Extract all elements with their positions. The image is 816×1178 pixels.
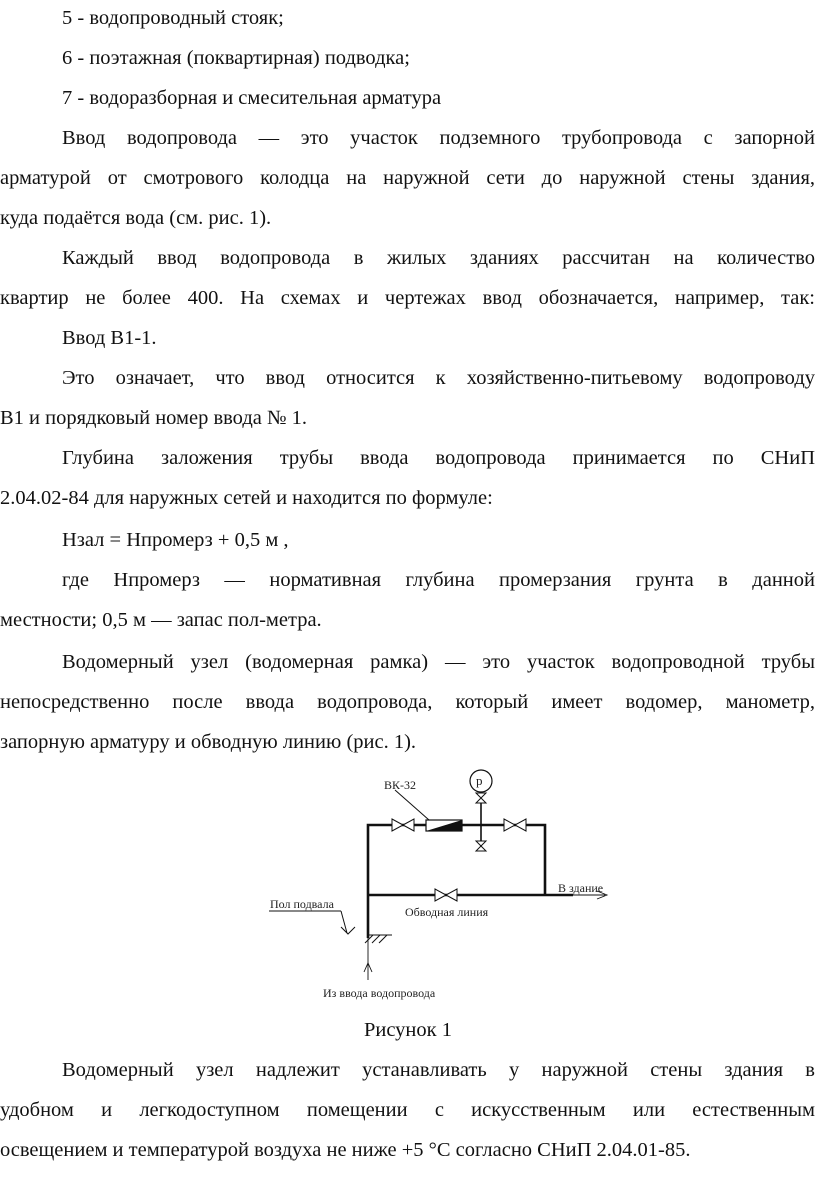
list-item-7: 7 - водоразборная и смесительная арматура [62, 87, 442, 109]
paragraph-line: Это означает, что ввод относится к хозяйственно-питьевому водопроводу [62, 367, 815, 389]
paragraph-line: квартир не более 400. На схемах и чертежах ввод обозначается, например, так: [0, 287, 815, 309]
paragraph-line: Водомерный узел (водомерная рамка) — это участок водопроводной трубы [62, 651, 815, 673]
paragraph-line: освещением и температурой воздуха не ниже +5 °С согласно СНиП 2.04.01-85. [0, 1139, 691, 1161]
paragraph-line: удобном и легкодоступном помещении с искусственным или естественным [0, 1099, 815, 1121]
paragraph-line: Ввод водопровода — это участок подземного трубопровода с запорной [62, 127, 815, 149]
paragraph-line: куда подаётся вода (см. рис. 1). [0, 207, 272, 229]
paragraph-line: В1 и порядковый номер ввода № 1. [0, 407, 308, 429]
meter-label: ВК-32 [384, 778, 417, 792]
valve-icon [476, 841, 486, 851]
gauge-label: p [476, 773, 483, 788]
valve-icon [392, 819, 414, 831]
paragraph-line: где Нпромерз — нормативная глубина промерзания грунта в данной [62, 569, 815, 591]
paragraph-line: запорную арматуру и обводную линию (рис. 1). [0, 731, 417, 753]
arrow-up-icon [364, 938, 372, 980]
upper-pipe [368, 825, 545, 895]
valve-icon [435, 889, 457, 901]
paragraph-line: 2.04.02-84 для наружных сетей и находится по формуле: [0, 487, 493, 509]
valve-icon [476, 793, 486, 803]
paragraph-line: Водомерный узел надлежит устанавливать у наружной стены здания в [62, 1059, 815, 1081]
paragraph-line: арматурой от смотрового колодца на наружной сети до наружной стены здания, [0, 167, 815, 189]
water-meter-icon [426, 820, 462, 831]
paragraph-line: местности; 0,5 м — запас пол-метра. [0, 609, 322, 631]
list-item-6: 6 - поэтажная (поквартирная) подводка; [62, 47, 410, 69]
pipe-network [368, 825, 573, 938]
floor-marker [269, 911, 392, 943]
valve-icon [504, 819, 526, 831]
bypass-label: Обводная линия [405, 905, 489, 919]
meter-leader [395, 790, 429, 820]
floor-label: Пол подвала [270, 897, 334, 911]
list-item-5: 5 - водопроводный стояк; [62, 7, 284, 29]
source-label: Из ввода водопровода [323, 986, 436, 1000]
formula: Нзал = Нпромерз + 0,5 м , [62, 529, 289, 551]
paragraph-line: Ввод В1-1. [62, 327, 157, 349]
paragraph-line: непосредственно после ввода водопровода, который имеет водомер, манометр, [0, 691, 815, 713]
paragraph-line: Глубина заложения трубы ввода водопровода принимается по СНиП [62, 447, 815, 469]
water-meter-diagram [255, 765, 625, 1010]
paragraph-line: Каждый ввод водопровода в жилых зданиях рассчитан на количество [62, 247, 815, 269]
figure-caption: Рисунок 1 [363, 1019, 452, 1041]
building-label: В здание [558, 881, 604, 895]
